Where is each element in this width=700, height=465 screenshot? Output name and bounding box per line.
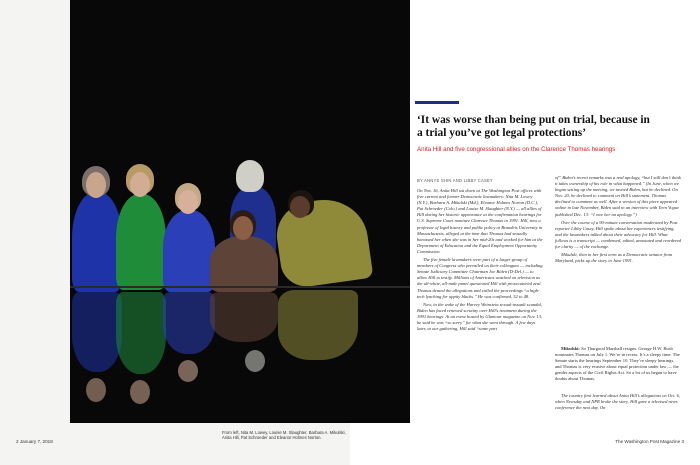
- body-column-2: [555, 175, 681, 266]
- reflection-face: [86, 378, 106, 402]
- figure-green: [116, 194, 166, 290]
- folio-left: 2 January 7, 2018: [16, 439, 53, 444]
- figure-brown: [210, 236, 278, 292]
- accent-rule: [415, 101, 459, 104]
- body-column-1: [417, 188, 543, 334]
- reflection-blue: [72, 292, 122, 372]
- interstitial-paragraph: The country first learned about Anita Hill’s allegations on Oct. 6, when Newsday and NPR broke the story. Hill gave a televised news conference the next day. On: [555, 393, 681, 411]
- body-paragraph: Mikulski, then in her first term as a Democratic senator from Maryland, picks up the story in June 1991.: [555, 252, 673, 264]
- dek: Anita Hill and five congressional allies on the Clarence Thomas hearings: [417, 146, 616, 153]
- figure-face: [86, 172, 106, 198]
- headline: ‘It was worse than being put on trial, because in a trial you’ve got legal protections’: [417, 114, 650, 139]
- body-paragraph: Now, in the wake of the Harvey Weinstein sexual-assault scandal, Biden has faced renewed scrutiny over Hill’s treatment during the 1991 hearings. At an event hosted by Glamour magazine on Nov. 13, he said he was “so sorry” for what she went through. A few days later, at our gathering, Hill said “some part: [417, 301, 543, 332]
- speaker-name: Mikulski:: [561, 346, 580, 351]
- transcript-block: [555, 346, 681, 385]
- speaker-text: So Thurgood Marshall resigns. George H.W. Bush nominates Thomas on July 1. We’re in recess. It’s a sleepy time. The Senate starts the hearings September 10. They’re sleepy hearings, and Thomas is very evasive about equal protection under law — the gender aspects of the Civil Rights Act. So a lot of us began to have doubts about Thomas.: [555, 346, 680, 382]
- figure-face: [178, 190, 198, 214]
- transcript-paragraph: [555, 346, 681, 383]
- reflection-brown: [210, 292, 278, 342]
- figure-face: [290, 196, 310, 218]
- reflection-blue-center: [163, 292, 215, 354]
- body-paragraph: of” Biden’s recent remarks was a real apology, “but I still don’t think it takes ownership of his role in what happened.” (In June, when we began setting up the meeting, we invited Biden, but he declined. On Nov. 20, he declined to comment on Hill’s statement. Thomas declined to comment as well. After a version of this piece appeared online in late November, Biden said in an interview with Teen Vogue published Dec. 13: “I owe her an apology.”): [555, 175, 681, 217]
- interstitial-block: [555, 393, 681, 413]
- table-edge: [70, 286, 410, 288]
- group-photo: [70, 0, 410, 423]
- figure-face: [233, 216, 253, 240]
- figure-hair: [236, 160, 264, 192]
- reflection-face: [130, 380, 150, 404]
- figure-face: [130, 172, 150, 197]
- reflection-face: [178, 360, 198, 382]
- folio-right: The Washington Post Magazine 3: [615, 439, 684, 444]
- body-paragraph: Over the course of a 90-minute conversation moderated by Post reporter Libby Casey, Hill spoke about her experiences testifying, and the lawmakers talked about their advocacy for Hill. What follows is a transcript — condensed, edited, annotated and reordered for clarity — of the exchange.: [555, 219, 681, 250]
- reflection-face: [245, 350, 265, 372]
- photo-caption: From left, Nita M. Lowey, Louise M. Slaughter, Barbara A. Mikulski, Anita Hill, Pat Schroeder and Eleanor Holmes Norton.: [222, 430, 346, 441]
- body-paragraph: The five female lawmakers were part of a larger group of members of Congress who prevailed on their colleagues — including Senate Judiciary Committee Chairman Joe Biden (D-Del.) — to allow Hill to testify. Millions of Americans watched on television as the all-white, all-male panel questioned Hill with prosecutorial zeal. Thomas denied the allegations and called the proceedings “a high-tech lynching for uppity blacks.” He was confirmed, 52 to 48.: [417, 257, 543, 299]
- byline: BY ANNYS SHIN AND LIBBY CASEY: [417, 178, 493, 183]
- figure-blue-center: [163, 210, 215, 292]
- reflection-olive: [278, 290, 358, 360]
- body-paragraph: On Nov. 16, Anita Hill sat down at The Washington Post offices with five current and former Democratic lawmakers: Nita M. Lowey (N.Y.), Barbara A. Mikulski (Md.), Eleanor Holmes Norton (D.C.), Pat Schroeder (Colo.) and Louise M. Slaughter (N.Y.) — all allies of Hill during her historic appearance at the confirmation hearings for U.S. Supreme Court nominee Clarence Thomas in 1991. Hill, now a professor of legal history and public policy at Brandeis University in Massachusetts, alleged at the time that Thomas had sexually harassed her when she was in her mid-20s and worked for him at the Department of Education and the Equal Employment Opportunity Commission.: [417, 188, 543, 254]
- reflection-green: [116, 292, 166, 374]
- figure-blue-left: [72, 192, 122, 292]
